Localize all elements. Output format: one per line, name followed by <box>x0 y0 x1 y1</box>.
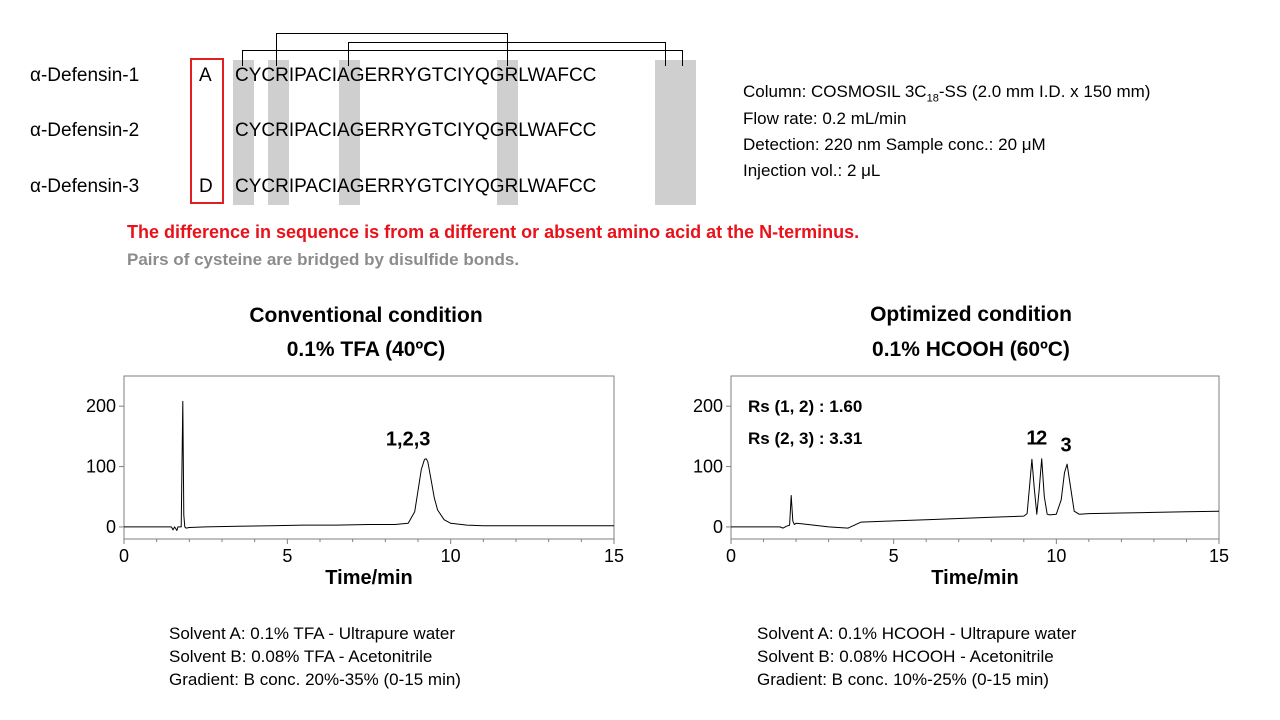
chart-1-subtitle: 0.1% TFA (40ºC) <box>286 338 446 361</box>
solvent-a: Solvent A: 0.1% HCOOH - Ultrapure water <box>757 624 1077 643</box>
peak-label: 3 <box>1060 434 1072 457</box>
x-tick-label: 0 <box>725 546 737 566</box>
x-tick-label: 0 <box>118 546 130 566</box>
chromatogram-trace <box>124 401 614 530</box>
sequence-text: CYCRIPACIAGERRYGTCIYQGRLWAFCC <box>235 120 597 141</box>
x-tick-label: 15 <box>1208 546 1230 566</box>
sequence-row-2 <box>0 114 700 148</box>
disulfide-note: Pairs of cysteine are bridged by disulfide bonds. <box>127 250 520 269</box>
x-tick-label: 10 <box>1046 546 1067 566</box>
y-tick-label: 100 <box>692 456 723 477</box>
solvent-b: Solvent B: 0.08% HCOOH - Acetonitrile <box>757 647 1054 666</box>
y-tick-label: 200 <box>692 396 723 417</box>
x-tick-label: 5 <box>888 546 899 566</box>
y-tick-label: 0 <box>712 516 723 537</box>
solvent-info-optimized <box>757 622 1076 691</box>
chromatogram-optimized <box>640 360 1280 600</box>
peak-label: 1,2,3 <box>385 428 431 451</box>
y-tick-label: 200 <box>85 396 116 417</box>
x-tick-label: 15 <box>603 546 625 566</box>
chart-2-subtitle: 0.1% HCOOH (60ºC) <box>872 338 1070 361</box>
flow-rate: Flow rate: 0.2 mL/min <box>743 109 907 128</box>
resolution-annotation: Rs (2, 3) : 3.31 <box>748 429 863 448</box>
x-tick-label: 10 <box>440 546 461 566</box>
plot-frame <box>124 376 614 539</box>
resolution-annotation: Rs (1, 2) : 1.60 <box>748 397 863 416</box>
sequence-text: CYCRIPACIAGERRYGTCIYQGRLWAFCC <box>235 176 597 197</box>
sequence-prefix: D <box>199 176 213 197</box>
sequence-difference-note: The difference in sequence is from a different or absent amino acid at the N-terminus. <box>127 222 860 242</box>
sequence-prefix: A <box>199 65 212 86</box>
gradient: Gradient: B conc. 10%-25% (0-15 min) <box>757 670 1049 689</box>
detection-info: Detection: 220 nm Sample conc.: 20 μM <box>743 135 1046 154</box>
y-tick-label: 0 <box>105 516 116 537</box>
sequence-row-1 <box>0 59 700 93</box>
gradient: Gradient: B conc. 20%-35% (0-15 min) <box>169 670 461 689</box>
column-info: Column: COSMOSIL $3C_{18}-SS$ (2.0 mm I.D. x 150 mm) <box>743 82 1151 105</box>
chromatogram-conventional <box>0 360 640 600</box>
x-axis-label: Time/min <box>931 567 1019 589</box>
x-axis-label: Time/min <box>325 567 413 589</box>
sequence-name: α-Defensin-3 <box>30 176 140 197</box>
solvent-b: Solvent B: 0.08% TFA - Acetonitrile <box>169 647 433 666</box>
peak-label: 1 <box>1026 427 1038 450</box>
x-tick-label: 5 <box>282 546 293 566</box>
sequence-name: α-Defensin-2 <box>30 120 140 141</box>
solvent-a: Solvent A: 0.1% TFA - Ultrapure water <box>169 624 455 643</box>
injection-volume: Injection vol.: 2 μL <box>743 161 881 180</box>
chromatogram-trace <box>731 459 1219 528</box>
sequence-name: α-Defensin-1 <box>30 65 140 86</box>
n-terminus-difference-box <box>190 58 224 204</box>
y-tick-label: 100 <box>85 456 116 477</box>
sequence-row-3 <box>0 170 700 204</box>
chart-2-title: Optimized condition <box>870 303 1072 326</box>
chart-1-title: Conventional condition <box>249 304 483 327</box>
sequence-text: CYCRIPACIAGERRYGTCIYQGRLWAFCC <box>235 65 597 86</box>
solvent-info-conventional <box>169 622 461 691</box>
peak-label: 2 <box>1036 427 1048 450</box>
